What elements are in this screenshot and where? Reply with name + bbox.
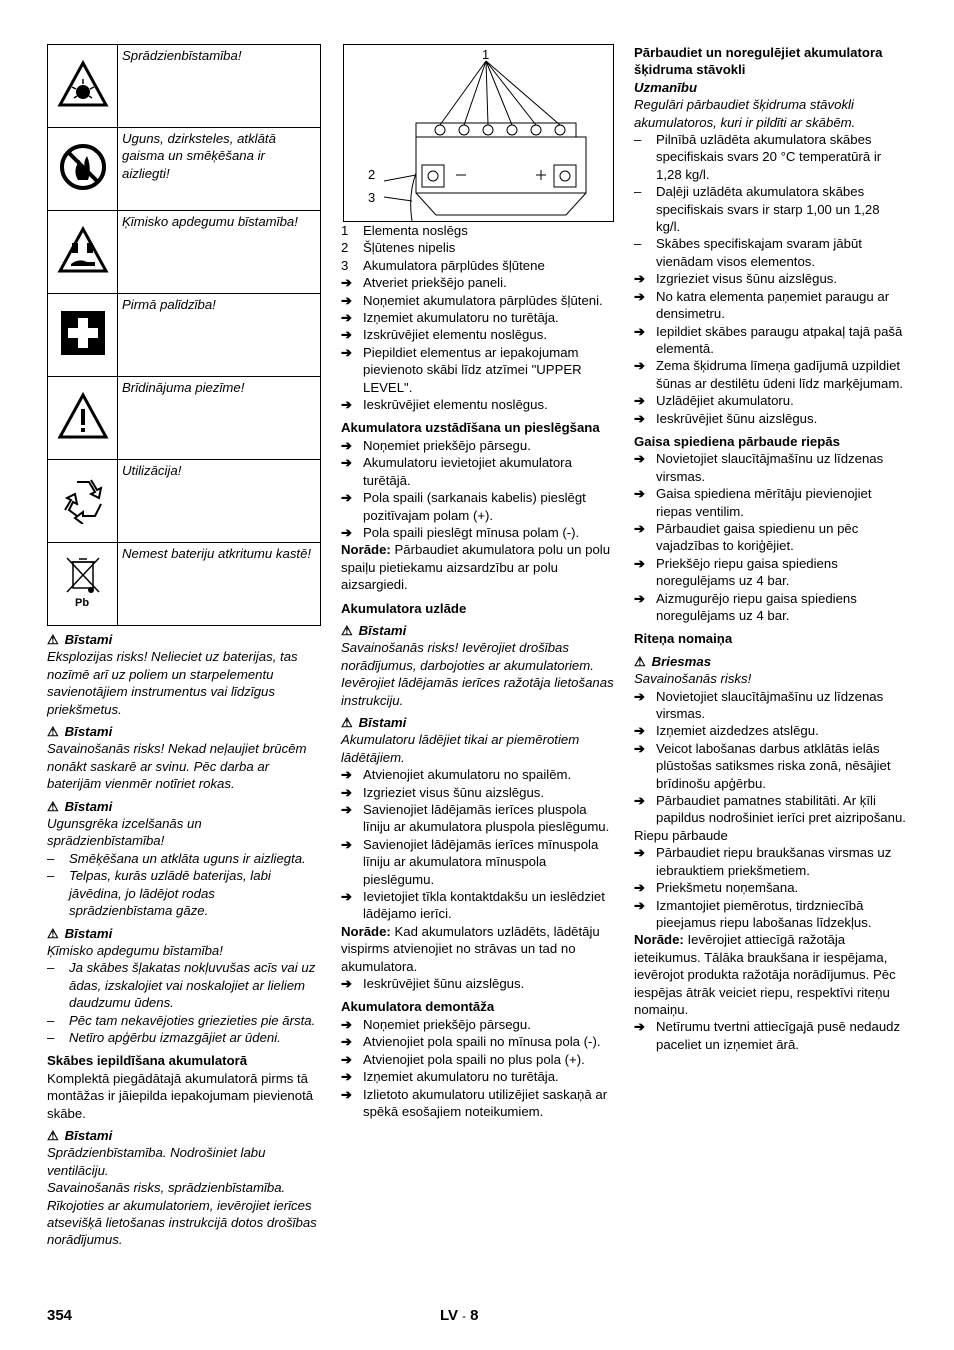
symbol-table	[47, 44, 321, 626]
arrow-icon: ➔	[634, 410, 646, 426]
step-item: ➔ Zema šķidruma līmeņa gadījumā uzpildiet šūnas ar destilētu ūdeni līdz marķējumam.	[634, 358, 904, 391]
arrow-icon: ➔	[634, 793, 646, 809]
step-item: ➔ Pārbaudiet pamatnes stabilitāti. Ar ķīli papildus nodrošiniet ierīci pret aizripošanu.	[634, 793, 906, 826]
warning-heading: ⚠ Bīstami	[47, 632, 113, 647]
arrow-icon: ➔	[634, 486, 646, 502]
arrow-icon: ➔	[341, 1016, 353, 1032]
column-right	[634, 44, 906, 1053]
list-item: – Smēķēšana un atklāta uguns ir aizliegta.	[47, 850, 306, 866]
figure-label: 1	[482, 47, 490, 62]
arrow-icon: ➔	[341, 1034, 353, 1050]
step-item: ➔ Novietojiet slaucītājmašīnu uz līdzenas virsmas.	[634, 451, 884, 484]
symbol-text: Utilizācija!	[118, 460, 321, 543]
list-item: – Ja skābes šļakatas nokļuvušas acīs vai uz ādas, izskalojiet vai noskalojiet ar lieliem daudzumu ūdens.	[47, 960, 316, 1011]
arrow-icon: ➔	[341, 524, 353, 540]
step-item: ➔ Pola spaili (sarkanais kabelis) pieslēgt pozitīvajam polam (+).	[341, 490, 586, 523]
section-heading: Riteņa nomaiņa	[634, 631, 733, 647]
arrow-icon: ➔	[341, 344, 353, 360]
arrow-icon: ➔	[341, 397, 353, 413]
legend-item: 2 Šļūtenes nipelis	[341, 240, 456, 256]
warning-text: Savainošanās risks! Nekad neļaujiet brūcēm nonākt saskarē ar svinu. Pēc darba ar baterijām vienmēr notīriet rokas.	[47, 741, 307, 792]
arrow-icon: ➔	[634, 590, 646, 606]
arrow-icon: ➔	[634, 451, 646, 467]
warning-triangle-icon: ⚠	[47, 632, 59, 647]
step-item: ➔ Savienojiet lādējamās ierīces mīnuspola līniju ar akumulatora mīnuspola pieslēgumu.	[341, 836, 599, 887]
warning-heading: ⚠ Bīstami	[341, 714, 407, 730]
symbol-text: Brīdinājuma piezīme!	[118, 377, 321, 460]
arrow-icon: ➔	[341, 784, 353, 800]
warning-text: Sprādzienbīstamība. Nodrošiniet labu ventilāciju.	[47, 1145, 266, 1178]
recycling-icon	[48, 460, 118, 543]
arrow-icon: ➔	[341, 275, 353, 291]
warning-triangle-icon: ⚠	[47, 1127, 59, 1143]
figure-label: 3	[368, 190, 376, 205]
warning-heading: ⚠ Bīstami	[47, 925, 113, 941]
section-heading: Pārbaudiet un noregulējiet akumulatora šķidruma stāvokli	[634, 45, 883, 78]
step-item: ➔ Izņemiet akumulatoru no turētāja.	[341, 1069, 559, 1085]
symbol-row	[48, 211, 321, 294]
arrow-icon: ➔	[341, 455, 353, 471]
list-item: – Netīro apģērbu izmazgājiet ar ūdeni.	[47, 1029, 281, 1045]
step-item: ➔ Ieskrūvējiet elementu noslēgus.	[341, 397, 548, 413]
subheading: Riepu pārbaude	[634, 827, 728, 843]
warning-triangle-icon: ⚠	[47, 798, 59, 814]
step-item: ➔ Pārbaudiet riepu braukšanas virsmas uz iebrauktiem priekšmetiem.	[634, 845, 892, 878]
symbol-text: Ķīmisko apdegumu bīstamība!	[118, 211, 321, 294]
step-item: ➔ Izlietoto akumulatoru utilizējiet saskaņā ar spēkā esošajiem noteikumiem.	[341, 1086, 608, 1119]
paragraph: Komplektā piegādātajā akumulatorā pirms tā montāžas ir jāiepilda iepakojumam pievienotā skābe.	[47, 1070, 314, 1121]
note: Norāde: Ievērojiet attiecīgā ražotāja ieteikumus. Tālāka braukšana ir iespējama, ievērojot produkta ražotāja norādījumus. Pēc iespējas ātrāk veiciet riepu, respektīvi riteņu nomaiņu.	[634, 932, 896, 1017]
step-item: ➔ Pārbaudiet gaisa spiedienu un pēc vajadzības to koriģējiet.	[634, 520, 859, 554]
symbol-row	[48, 460, 321, 543]
arrow-icon: ➔	[634, 897, 646, 913]
warning-icon	[48, 377, 118, 460]
legend-item: 3 Akumulatora pārplūdes šļūtene	[341, 257, 545, 273]
step-item: ➔ Priekšmetu noņemšana.	[634, 880, 799, 896]
step-item: ➔ Atvienojiet pola spaili no mīnusa pola (-).	[341, 1034, 601, 1050]
symbol-text: Pirmā palīdzība!	[118, 294, 321, 377]
arrow-icon: ➔	[341, 1086, 353, 1102]
step-item: ➔ Izņemiet aizdedzes atslēgu.	[634, 723, 819, 739]
step-item: ➔ Atveriet priekšējo paneli.	[341, 275, 507, 291]
arrow-icon: ➔	[341, 836, 353, 852]
warning-triangle-icon: ⚠	[634, 653, 646, 669]
arrow-icon: ➔	[634, 271, 646, 287]
danger-heading: ⚠ Briesmas	[634, 653, 712, 669]
chemical-burn-icon	[48, 211, 118, 294]
arrow-icon: ➔	[634, 520, 646, 536]
list-item: – Telpas, kurās uzlādē baterijas, labi jāvēdina, jo lādējot rodas sprādzienbīstama gāze.	[47, 868, 271, 919]
arrow-icon: ➔	[634, 688, 646, 704]
arrow-icon: ➔	[341, 292, 353, 308]
step-item: ➔ Ieskrūvējiet šūnu aizslēgus.	[634, 410, 818, 426]
figure-label: 2	[368, 167, 376, 182]
step-item: ➔ Novietojiet slaucītājmašīnu uz līdzenas virsmas.	[634, 688, 884, 722]
arrow-icon: ➔	[634, 555, 646, 571]
symbol-row	[48, 543, 321, 626]
explosion-hazard-icon	[48, 45, 118, 128]
warning-text: Ķīmisko apdegumu bīstamība!	[47, 942, 223, 958]
note: Norāde: Kad akumulators uzlādēts, lādētāju vispirms atvienojiet no strāvas un tad no akumulatora.	[341, 923, 600, 974]
arrow-icon: ➔	[634, 723, 646, 739]
list-item: – Skābes specifiskajam svaram jābūt vienādam visos elementos.	[634, 236, 862, 269]
step-item: ➔ Aizmugurējo riepu gaisa spiediens noregulējams uz 4 bar.	[634, 590, 857, 623]
step-item: ➔ Savienojiet lādējamās ierīces pluspola līniju ar akumulatora pluspola pieslēgumu.	[341, 802, 610, 835]
warning-heading: ⚠ Bīstami	[47, 724, 113, 740]
warning-text: Eksplozijas risks! Nelieciet uz baterijas, tas nozīmē arī uz poliem un starpelementu savienotājiem instrumentus vai līdzīgus priekšmetus.	[47, 649, 298, 717]
list-item: – Pēc tam nekavējoties griezieties pie ārsta.	[47, 1012, 316, 1028]
arrow-icon: ➔	[341, 802, 353, 817]
section-heading: Akumulatora uzstādīšana un pieslēgšana	[341, 420, 600, 436]
symbol-text: Nemest bateriju atkritumu kastē!	[118, 543, 321, 626]
warning-triangle-icon: ⚠	[341, 622, 353, 638]
step-item: ➔ Ieskrūvējiet šūnu aizslēgus.	[341, 976, 525, 992]
symbol-row	[48, 377, 321, 460]
warning-heading: ⚠ Bīstami	[341, 622, 407, 638]
warning-heading: ⚠ Bīstami	[47, 798, 113, 814]
warning-triangle-icon: ⚠	[341, 714, 353, 730]
arrow-icon: ➔	[634, 323, 646, 339]
step-item: ➔ Pola spaili pieslēgt mīnusa polam (-).	[341, 524, 580, 540]
section-heading: Akumulatora uzlāde	[341, 600, 467, 616]
warning-text: Savainošanās risks! Ievērojiet drošības norādījumus, darbojoties ar akumulatoriem. Ievērojiet lādējamās ierīces ražotāja lietošanas instrukciju.	[341, 640, 614, 708]
footer-language: LV - 8	[440, 1307, 479, 1324]
step-item: ➔ Noņemiet priekšējo pārsegu.	[341, 1016, 531, 1032]
list-item: – Pilnībā uzlādēta akumulatora skābes specifiskais svars 20 °C temperatūrā ir 1,28 kg/l.	[634, 132, 882, 182]
step-item: ➔ Akumulatoru ievietojiet akumulatora turētājā.	[341, 455, 572, 488]
no-fire-icon	[48, 128, 118, 211]
list-item: – Daļēji uzlādēta akumulatora skābes specifiskais svars ir starp 1,00 un 1,28 kg/l.	[634, 184, 880, 235]
section-heading: Akumulatora demontāža	[341, 999, 495, 1015]
no-bin-disposal-icon	[48, 543, 118, 626]
step-item: ➔ Gaisa spiediena mērītāju pievienojiet riepas ventilim.	[634, 486, 872, 519]
step-item: ➔ Izgrieziet visus šūnu aizslēgus.	[341, 784, 545, 800]
step-item: ➔ Priekšējo riepu gaisa spiediens noregulējams uz 4 bar.	[634, 555, 838, 589]
arrow-icon: ➔	[341, 1051, 353, 1067]
step-item: ➔ Izgrieziet visus šūnu aizslēgus.	[634, 271, 838, 287]
step-item: ➔ Izņemiet akumulatoru no turētāja.	[341, 310, 559, 326]
arrow-icon: ➔	[634, 393, 646, 409]
arrow-icon: ➔	[341, 976, 353, 992]
arrow-icon: ➔	[341, 889, 353, 905]
arrow-icon: ➔	[341, 767, 353, 783]
step-item: ➔ Netīrumu tvertni attiecīgajā pusē nedaudz paceliet un izņemiet ārā.	[634, 1019, 901, 1052]
step-item: ➔ Ievietojiet tīkla kontaktdakšu un ieslēdziet lādējamo ierīci.	[341, 889, 605, 922]
step-item: ➔ Izmantojiet piemērotus, tirdzniecībā pieejamus riepu labošanas līdzekļus.	[634, 897, 872, 930]
warning-text: Ugunsgrēka izcelšanās un sprādzienbīstamība!	[47, 816, 202, 849]
symbol-row	[48, 128, 321, 211]
arrow-icon: ➔	[634, 1019, 646, 1035]
arrow-icon: ➔	[341, 1069, 353, 1085]
step-item: ➔ Atvienojiet pola spaili no plus pola (+).	[341, 1051, 585, 1067]
column-middle	[341, 44, 614, 1120]
section-heading: Skābes iepildīšana akumulatorā	[47, 1053, 248, 1069]
warning-heading: ⚠ Bīstami	[47, 1127, 113, 1143]
legend-item: 1 Elementa noslēgs	[341, 223, 468, 238]
arrow-icon: ➔	[634, 845, 646, 861]
step-item: ➔ Atvienojiet akumulatoru no spailēm.	[341, 767, 572, 783]
danger-text: Savainošanās risks!	[634, 671, 752, 687]
arrow-icon: ➔	[634, 288, 646, 304]
step-item: ➔ Piepildiet elementus ar iepakojumam pievienoto skābi līdz atzīmei "UPPER LEVEL".	[341, 344, 582, 395]
warning-triangle-icon: ⚠	[47, 724, 59, 740]
pb-label: Pb	[74, 596, 89, 609]
symbol-row	[48, 45, 321, 128]
warning-text: Akumulatoru lādējiet tikai ar piemērotiem lādētājiem.	[341, 732, 580, 765]
arrow-icon: ➔	[634, 740, 646, 756]
attention-heading: Uzmanību	[634, 79, 698, 95]
column-left	[47, 44, 321, 1249]
symbol-row	[48, 294, 321, 377]
warning-text: Savainošanās risks, sprādzienbīstamība. Rīkojoties ar akumulatoriem, ievērojiet ierīces atsevišķā lietošanas instrukcijā dotos drošības norādījumus.	[47, 1180, 317, 1248]
page-number: 354	[47, 1307, 73, 1324]
first-aid-icon	[48, 294, 118, 377]
arrow-icon: ➔	[341, 490, 353, 506]
warning-triangle-icon: ⚠	[47, 925, 59, 941]
arrow-icon: ➔	[341, 310, 353, 326]
battery-figure	[343, 44, 614, 222]
step-item: ➔ No katra elementa paņemiet paraugu ar densimetru.	[634, 288, 890, 322]
arrow-icon: ➔	[634, 880, 646, 896]
step-item: ➔ Uzlādējiet akumulatoru.	[634, 393, 794, 409]
symbol-text: Sprādzienbīstamība!	[118, 45, 321, 128]
section-heading: Gaisa spiediena pārbaude riepās	[634, 433, 840, 449]
arrow-icon: ➔	[341, 437, 353, 453]
attention-text: Regulāri pārbaudiet šķidruma stāvokli akumulatoros, kuri ir pildīti ar skābēm.	[634, 97, 856, 130]
step-item: ➔ Veicot labošanas darbus atklātās ielās plūstošas satiksmes riska zonā, nēsājiet brīdinošu apģērbu.	[634, 740, 891, 791]
step-item: ➔ Noņemiet priekšējo pārsegu.	[341, 437, 531, 453]
step-item: ➔ Noņemiet akumulatora pārplūdes šļūteni.	[341, 292, 603, 308]
note: Norāde: Pārbaudiet akumulatora polu un polu spaiļu pietiekamu aizsardzību ar polu aizsargiedi.	[341, 542, 611, 593]
arrow-icon: ➔	[341, 327, 353, 343]
arrow-icon: ➔	[634, 358, 646, 374]
step-item: ➔ Iepildiet skābes paraugu atpakaļ tajā pašā elementā.	[634, 323, 903, 356]
symbol-text: Uguns, dzirksteles, atklātā gaisma un smēķēšana ir aizliegti!	[118, 128, 321, 211]
step-item: ➔ Izskrūvējiet elementu noslēgus.	[341, 327, 547, 343]
